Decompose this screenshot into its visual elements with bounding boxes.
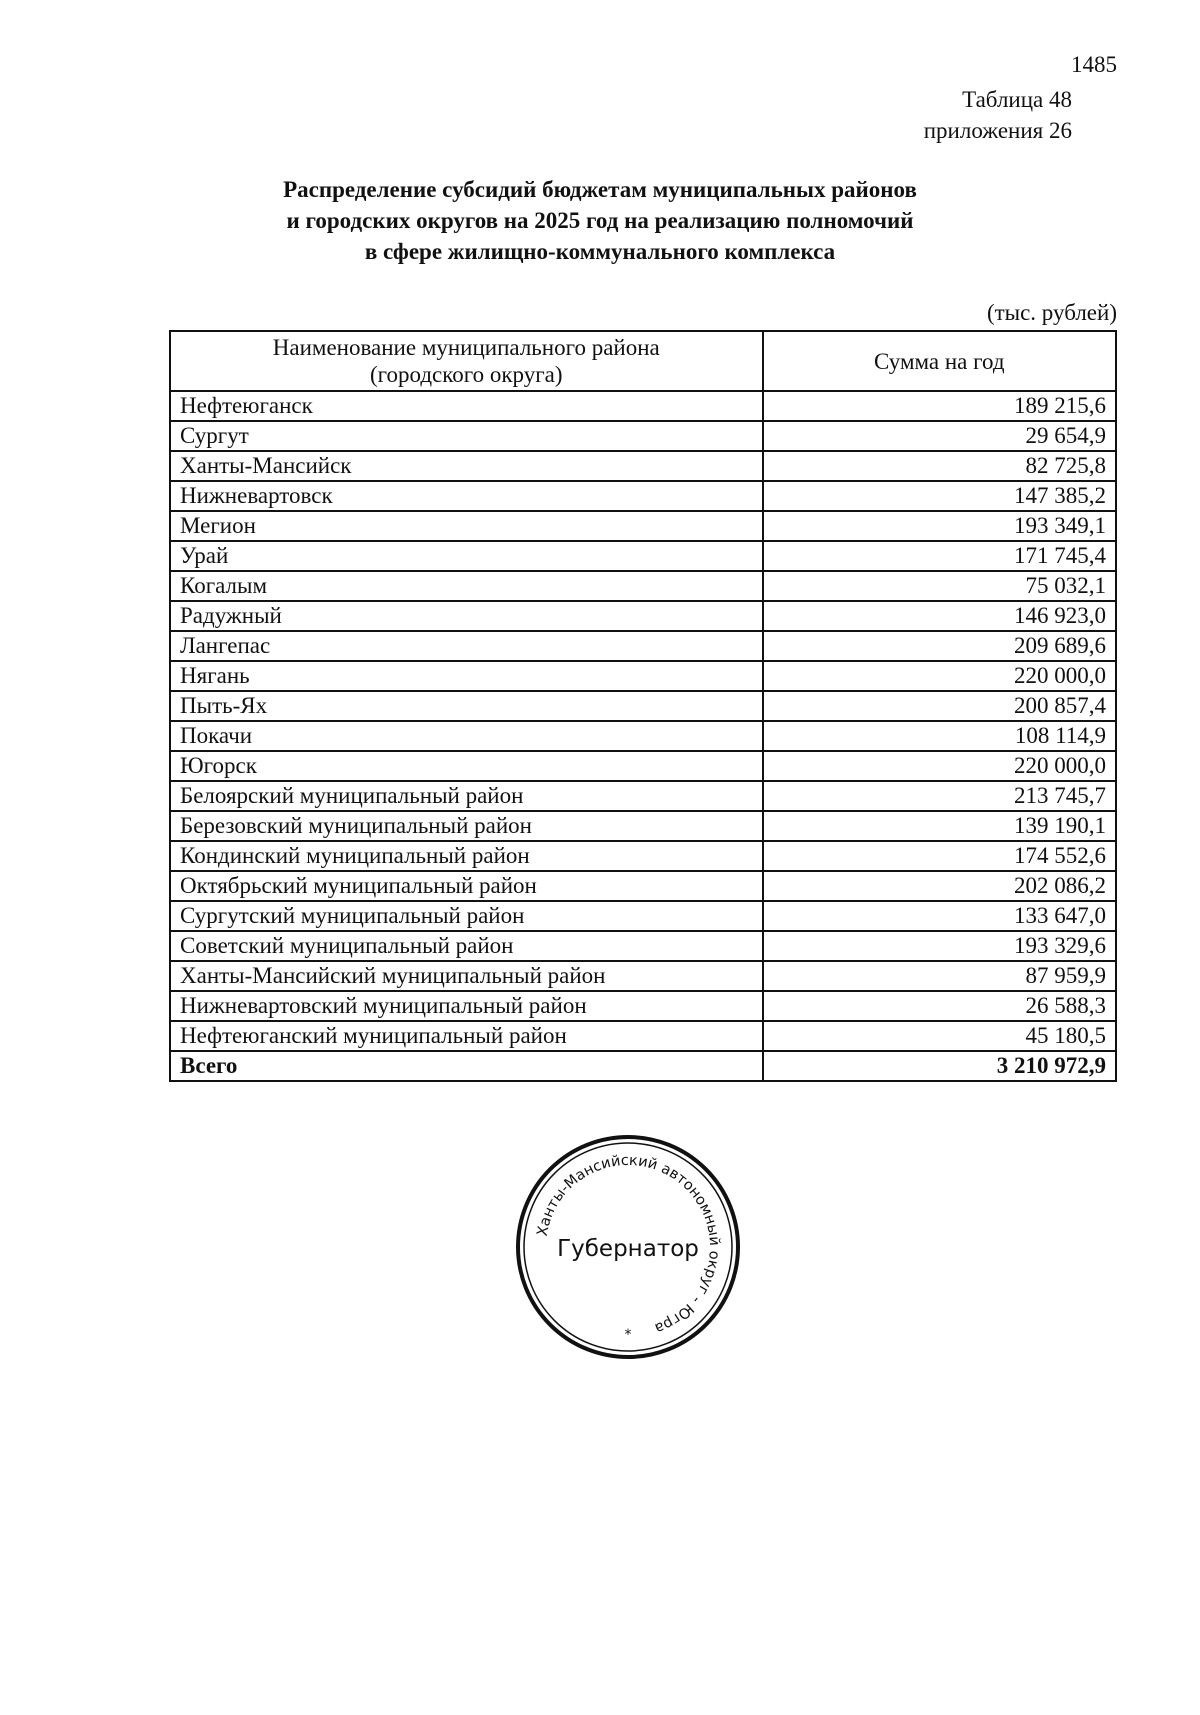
row-name: Березовский муниципальный район [170, 811, 763, 841]
row-sum: 200 857,4 [763, 691, 1116, 721]
table-row [170, 781, 1116, 811]
row-name: Белоярский муниципальный район [170, 781, 763, 811]
header-name [170, 331, 763, 391]
row-name: Урай [170, 541, 763, 571]
total-row [170, 1051, 1116, 1081]
row-sum: 193 349,1 [763, 511, 1116, 541]
table-row [170, 811, 1116, 841]
row-name: Когалым [170, 571, 763, 601]
row-name: Ханты-Мансийск [170, 451, 763, 481]
table-row [170, 871, 1116, 901]
table-row [170, 991, 1116, 1021]
title-line-2: и городских округов на 2025 год на реализацию полномочий [286, 208, 914, 233]
row-name: Нижневартовск [170, 481, 763, 511]
page-number: 1485 [1071, 52, 1117, 77]
row-sum: 45 180,5 [763, 1021, 1116, 1051]
row-sum: 108 114,9 [763, 721, 1116, 751]
row-name: Сургутский муниципальный район [170, 901, 763, 931]
row-sum: 29 654,9 [763, 421, 1116, 451]
title-line-3: в сфере жилищно-коммунального комплекса [364, 239, 836, 264]
header-sum: Сумма на год [763, 331, 1116, 391]
total-sum: 3 210 972,9 [763, 1051, 1116, 1081]
table-row [170, 931, 1116, 961]
row-name: Лангепас [170, 631, 763, 661]
row-name: Мегион [170, 511, 763, 541]
row-sum: 133 647,0 [763, 901, 1116, 931]
document-title [0, 174, 1200, 267]
table-row [170, 901, 1116, 931]
row-name: Покачи [170, 721, 763, 751]
table-row [170, 691, 1116, 721]
row-sum: 213 745,7 [763, 781, 1116, 811]
units-label: (тыс. рублей) [986, 300, 1117, 325]
row-sum: 82 725,8 [763, 451, 1116, 481]
table-body [170, 391, 1116, 1051]
table-row [170, 601, 1116, 631]
row-sum: 202 086,2 [763, 871, 1116, 901]
row-sum: 75 032,1 [763, 571, 1116, 601]
table-row [170, 631, 1116, 661]
header-name-line-2: (городского округа) [369, 362, 563, 387]
appendix-reference: приложения 26 [923, 118, 1072, 143]
table-row [170, 661, 1116, 691]
table-row [170, 481, 1116, 511]
row-name: Кондинский муниципальный район [170, 841, 763, 871]
row-sum: 174 552,6 [763, 841, 1116, 871]
row-sum: 209 689,6 [763, 631, 1116, 661]
row-sum: 87 959,9 [763, 961, 1116, 991]
seal-ring-text: Ханты-Мансийский автономный округ - Югра [534, 1152, 723, 1337]
row-sum: 147 385,2 [763, 481, 1116, 511]
table-row [170, 391, 1116, 421]
row-name: Нягань [170, 661, 763, 691]
table-row [170, 541, 1116, 571]
row-name: Нефтеюганск [170, 391, 763, 421]
row-name: Радужный [170, 601, 763, 631]
row-sum: 189 215,6 [763, 391, 1116, 421]
title-line-1: Распределение субсидий бюджетам муниципальных районов [283, 177, 917, 202]
row-sum: 171 745,4 [763, 541, 1116, 571]
row-name: Ханты-Мансийский муниципальный район [170, 961, 763, 991]
table-row [170, 961, 1116, 991]
table-row [170, 421, 1116, 451]
table-row [170, 451, 1116, 481]
table-row [170, 571, 1116, 601]
total-label: Всего [170, 1051, 763, 1081]
table-reference [924, 84, 1072, 146]
table-row [170, 1021, 1116, 1051]
row-name: Нефтеюганский муниципальный район [170, 1021, 763, 1051]
row-name: Сургут [170, 421, 763, 451]
table-number: Таблица 48 [962, 87, 1072, 112]
row-sum: 220 000,0 [763, 751, 1116, 781]
seal-star-icon: * [624, 1327, 632, 1343]
row-sum: 139 190,1 [763, 811, 1116, 841]
row-name: Пыть-Ях [170, 691, 763, 721]
table-row [170, 841, 1116, 871]
row-name: Октябрьский муниципальный район [170, 871, 763, 901]
table-row [170, 751, 1116, 781]
table-row [170, 511, 1116, 541]
seal-center-text: Губернатор [557, 1236, 699, 1262]
row-sum: 146 923,0 [763, 601, 1116, 631]
table-header-row [170, 331, 1116, 391]
table-row [170, 721, 1116, 751]
row-sum: 193 329,6 [763, 931, 1116, 961]
header-name-line-1: Наименование муниципального района [272, 335, 660, 360]
row-sum: 26 588,3 [763, 991, 1116, 1021]
subsidy-table [169, 330, 1117, 1082]
row-name: Советский муниципальный район [170, 931, 763, 961]
row-name: Нижневартовский муниципальный район [170, 991, 763, 1021]
row-sum: 220 000,0 [763, 661, 1116, 691]
row-name: Югорск [170, 751, 763, 781]
governor-seal [513, 1132, 743, 1362]
